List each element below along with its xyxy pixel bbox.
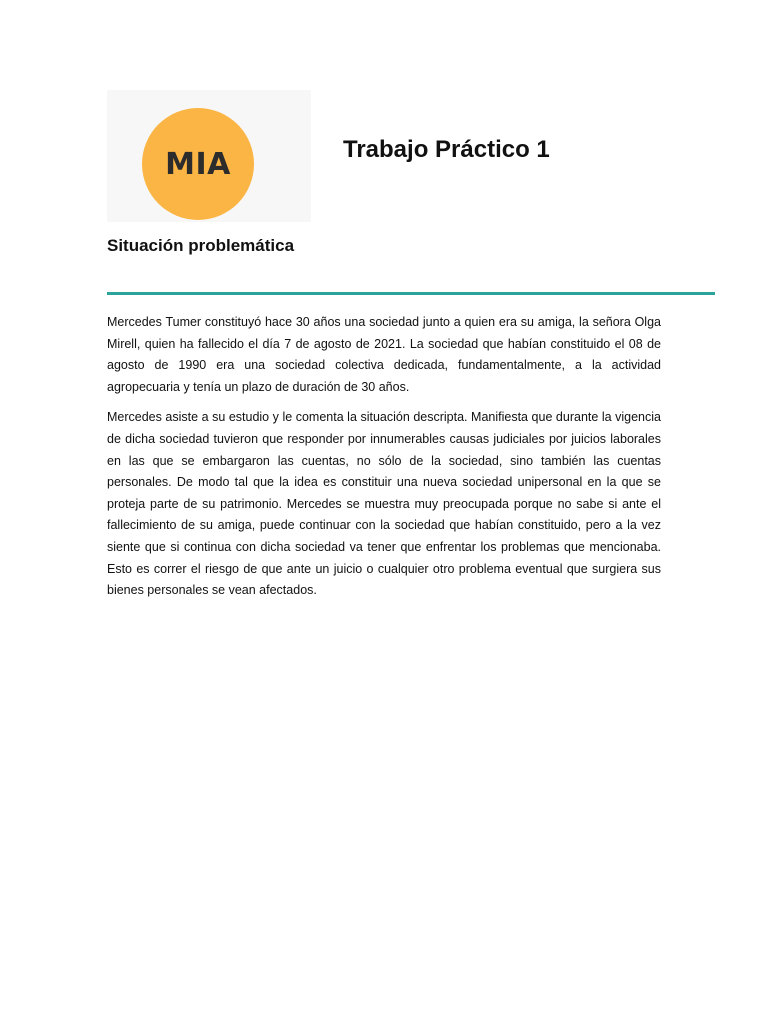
section-divider [107, 292, 715, 295]
logo-circle [142, 108, 254, 220]
body-text [107, 312, 661, 611]
logo-text: MIA [165, 146, 231, 182]
paragraph-2: Mercedes asiste a su estudio y le comenta la situación descripta. Manifiesta que durante la vigencia de dicha sociedad tuvieron que responder por innumerables causas judiciales por juicios laborales en las que se embargaron las cuentas, no sólo de la sociedad, sino también las cuentas personales. De modo tal que la idea es constituir una nueva sociedad unipersonal en la que se proteja parte de su patrimonio. Mercedes se muestra muy preocupada porque no sabe si ante el fallecimiento de su amiga, puede continuar con la sociedad que habían constituido, pero a la vez siente que si continua con dicha sociedad va tener que enfrentar los problemas que mencionaba. Esto es correr el riesgo de que ante un juicio o cualquier otro problema eventual que surgiera sus bienes personales se vean afectados. [107, 410, 661, 598]
document-title: Trabajo Práctico 1 [343, 136, 550, 163]
logo-container [107, 90, 311, 222]
paragraph-1: Mercedes Tumer constituyó hace 30 años una sociedad junto a quien era su amiga, la señora Olga Mirell, quien ha fallecido el día 7 de agosto de 2021. La sociedad que habían constituido el 08 de agosto de 1990 era una sociedad colectiva dedicada, fundamentalmente, a la actividad agropecuaria y tenía un plazo de duración de 30 años. [107, 315, 661, 394]
section-title: Situación problemática [107, 236, 295, 255]
